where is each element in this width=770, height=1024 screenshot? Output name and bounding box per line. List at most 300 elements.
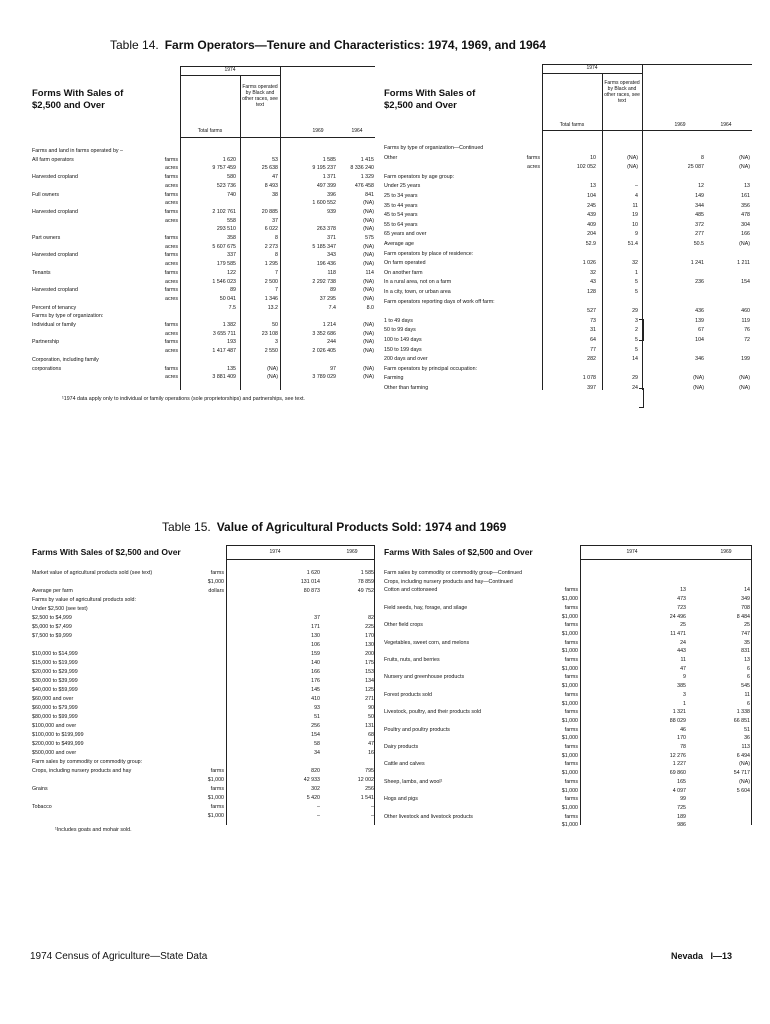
cell-value: 153 (365, 669, 374, 675)
cell-value: (NA) (363, 374, 374, 381)
cell-value: 179 585 (216, 261, 236, 268)
row-label: $10,000 to $14,999 (32, 651, 78, 657)
cell-value: 31 (590, 327, 596, 334)
table-row (30, 191, 375, 200)
row-unit: farms (564, 761, 578, 768)
cell-value: 131 (365, 723, 374, 729)
row-unit: farms (164, 322, 178, 328)
cell-value: 410 (311, 696, 320, 702)
cell-value: 2 102 761 (212, 208, 236, 215)
table-row (382, 173, 752, 182)
row-label: Tenants (32, 269, 51, 276)
table-row (382, 578, 752, 587)
cell-value: 6 022 (264, 226, 278, 233)
cell-value: 51 (314, 714, 320, 720)
cell-value: 69 860 (669, 770, 686, 777)
cell-value: (NA) (739, 154, 750, 161)
cell-value: 32 (590, 269, 596, 276)
table-row (30, 632, 375, 641)
cell-value: 34 (314, 750, 320, 756)
row-label: 200 days and over (384, 356, 428, 363)
cell-value: 36 (744, 735, 750, 742)
table-row (30, 758, 375, 767)
row-unit: acres (165, 165, 178, 172)
cell-value: (NA) (739, 375, 750, 382)
row-unit: acres (165, 261, 178, 268)
cell-value: (NA) (363, 287, 374, 294)
table-row (382, 778, 752, 787)
row-label: Fruits, nuts, and berries (384, 657, 440, 663)
row-unit: $1,000 (561, 648, 578, 655)
table-row (30, 199, 375, 208)
cell-value: 473 (677, 596, 686, 603)
cell-value: 939 (327, 208, 336, 215)
table-15-right-col-1969: 1969 (720, 549, 732, 555)
cell-value: 7 (275, 287, 278, 294)
row-label: In a city, town, or urban area (384, 289, 451, 295)
cell-value: 77 (590, 346, 596, 353)
cell-value: 460 (741, 308, 750, 315)
row-label: Farms and land in farms operated by – (32, 148, 123, 154)
cell-value: 10 (590, 154, 596, 161)
row-unit: farms (564, 622, 578, 629)
table-row (382, 804, 752, 813)
table-row (30, 767, 375, 776)
cell-value: 478 (741, 212, 750, 219)
cell-value: 47 (368, 741, 374, 747)
cell-value: 725 (677, 804, 686, 811)
row-unit: farms (164, 191, 178, 198)
cell-value: 2 550 (264, 348, 278, 355)
row-label: Harvested cropland (32, 208, 78, 215)
cell-value: 708 (741, 604, 750, 611)
cell-value: 558 (227, 217, 236, 224)
row-label: Corporation, including family (32, 356, 99, 363)
row-unit: farms (564, 587, 578, 594)
table-row (382, 365, 752, 374)
cell-value: 1 338 (736, 709, 750, 716)
cell-value: 820 (311, 768, 320, 774)
table-14-right-heading: Forms With Sales of $2,500 and Over (384, 88, 476, 111)
cell-value: 3 655 711 (212, 330, 236, 337)
table-row (382, 769, 752, 778)
table-row (30, 704, 375, 713)
cell-value: (NA) (363, 261, 374, 268)
table-15-left-col-1974: 1974 (269, 549, 281, 555)
table-row (30, 722, 375, 731)
cell-value: 89 (330, 287, 336, 294)
row-label: Other than farming (384, 385, 429, 391)
cell-value: (NA) (363, 252, 374, 259)
row-label: Percent of tenancy (32, 304, 77, 311)
cell-value: 37 (272, 217, 278, 224)
table-row (30, 659, 375, 668)
table-row (382, 298, 752, 307)
row-label: Market value of agricultural products sold (see text) (32, 570, 153, 576)
cell-value: 277 (695, 231, 704, 238)
cell-value: (NA) (627, 154, 638, 161)
cell-value: 12 (698, 183, 704, 190)
row-unit: farms (210, 570, 224, 576)
cell-value: 20 885 (261, 208, 278, 215)
table-15-title (162, 520, 506, 534)
cell-value: 3 (275, 339, 278, 346)
cell-value: 140 (311, 660, 320, 666)
cell-value: 293 510 (216, 226, 236, 233)
page-footer-left: 1974 Census of Agriculture—State Data (30, 951, 208, 962)
table-row (30, 569, 375, 578)
table-row (30, 251, 375, 260)
row-unit: farms (564, 744, 578, 750)
row-label: Other field crops (384, 622, 423, 629)
cell-value: 47 (272, 174, 278, 181)
cell-value: 78 859 (357, 579, 374, 585)
cell-value: 5 604 (736, 787, 750, 794)
row-unit: $1,000 (207, 813, 224, 819)
table-row (30, 785, 375, 794)
table-15-left-col-1969: 1969 (346, 549, 358, 555)
row-unit: farms (526, 154, 540, 161)
cell-value: 358 (227, 235, 236, 241)
table-row (382, 278, 752, 287)
cell-value: (NA) (739, 778, 750, 785)
table-14-right-col-1964: 1964 (720, 122, 732, 128)
cell-value: 1 078 (582, 375, 596, 382)
cell-value: 346 (695, 356, 704, 363)
cell-value: 200 (365, 651, 374, 657)
cell-value: 82 (368, 615, 374, 621)
table-row (382, 613, 752, 622)
table-row (30, 749, 375, 758)
cell-value: 1 585 (360, 570, 374, 576)
cell-value: 747 (741, 630, 750, 637)
cell-value: 4 (635, 193, 638, 199)
cell-value: 72 (744, 337, 750, 343)
row-label: 65 years and over (384, 231, 427, 238)
cell-value: 1 241 (690, 260, 704, 267)
table-row (382, 250, 752, 259)
cell-value: 244 (327, 339, 336, 346)
row-unit: farms (564, 726, 578, 733)
cell-value: 2 (635, 327, 638, 334)
cell-value: 166 (741, 231, 750, 238)
table-14-right-panel (382, 60, 752, 390)
cell-value: – (635, 183, 638, 190)
table-row (382, 586, 752, 595)
table-row (30, 578, 375, 587)
cell-value: 196 436 (316, 261, 336, 268)
table-row (30, 269, 375, 278)
row-label: Hogs and pigs (384, 796, 418, 803)
cell-value: 193 (227, 339, 236, 346)
cell-value: (NA) (363, 217, 374, 224)
cell-value: 385 (677, 683, 686, 690)
table-row (382, 259, 752, 268)
cell-value: 204 (587, 231, 596, 238)
cell-value: 2 292 738 (312, 278, 336, 285)
row-label: $40,000 to $59,999 (32, 687, 78, 693)
table-row (382, 182, 752, 191)
cell-value: 8 336 240 (350, 165, 374, 172)
table-row (30, 596, 375, 605)
row-unit: $1,000 (561, 735, 578, 742)
table-row (382, 821, 752, 830)
cell-value: 76 (744, 327, 750, 334)
cell-value: 13 (744, 657, 750, 663)
table-14-left-panel (30, 60, 375, 390)
cell-value: 12 276 (669, 752, 686, 759)
table-14-left-col-group: 1974 (224, 67, 236, 73)
cell-value: 67 (698, 327, 704, 334)
row-label: Partnership (32, 339, 60, 346)
table-row (30, 312, 375, 321)
cell-value: 1 321 (672, 709, 686, 716)
row-label: Farms by type of organization: (32, 313, 104, 320)
row-label: 55 to 64 years (384, 221, 418, 228)
cell-value: 130 (365, 642, 374, 648)
cell-value: 134 (365, 678, 374, 684)
row-label: $60,000 and over (32, 696, 74, 702)
cell-value: 11 (680, 657, 686, 663)
cell-value: 9 (683, 674, 686, 681)
cell-value: 24 (632, 385, 638, 391)
cell-value: 23 108 (261, 330, 278, 337)
cell-value: 302 (311, 786, 320, 792)
row-label: Forest products sold (384, 691, 432, 698)
cell-value: 14 (632, 356, 638, 363)
row-label: 150 to 199 days (384, 346, 422, 353)
row-label: Average per farm (32, 588, 73, 594)
cell-value: 54 717 (733, 770, 750, 777)
row-unit: $1,000 (561, 717, 578, 724)
row-unit: farms (564, 796, 578, 803)
cell-value: 131 014 (300, 579, 320, 585)
table-row (30, 713, 375, 722)
row-label: Cattle and calves (384, 761, 425, 768)
table-row (382, 621, 752, 630)
table-15-left-heading: Farms With Sales of $2,500 and Over (32, 547, 181, 557)
row-label: 50 to 99 days (384, 327, 416, 334)
cell-value: 43 (590, 279, 596, 286)
row-label: $15,000 to $19,999 (32, 660, 78, 666)
table-14-right-col-total: Total farms (559, 122, 585, 128)
table-row (30, 243, 375, 252)
row-label: $2,500 to $4,999 (32, 615, 72, 621)
cell-value: 113 (741, 744, 750, 750)
cell-value: 49 752 (357, 588, 374, 594)
cell-value: 3 881 409 (212, 374, 236, 381)
row-unit: farms (164, 269, 178, 276)
row-unit: $1,000 (561, 752, 578, 759)
table-row (30, 623, 375, 632)
table-row (382, 355, 752, 364)
table-row (382, 604, 752, 613)
cell-value: 93 (314, 705, 320, 711)
row-label: Farming (384, 375, 404, 382)
cell-value: 114 (365, 269, 374, 276)
table-row (382, 384, 752, 393)
row-label: Other (384, 154, 398, 161)
table-row (382, 673, 752, 682)
row-unit: $1,000 (561, 804, 578, 811)
row-label: Harvested cropland (32, 287, 78, 294)
cell-value: 24 496 (669, 613, 686, 620)
cell-value: 282 (587, 356, 596, 363)
cell-value: 343 (327, 252, 336, 259)
page-footer-right: Nevada I—13 (670, 951, 732, 961)
table-row (382, 787, 752, 796)
table-row (382, 144, 752, 153)
table-row (382, 717, 752, 726)
cell-value: 986 (677, 822, 686, 829)
table-row (30, 286, 375, 295)
cell-value: 436 (695, 308, 704, 315)
cell-value: 5 (635, 337, 638, 343)
row-unit: farms (210, 786, 224, 792)
cell-value: 170 (677, 735, 686, 742)
cell-value: 199 (741, 356, 750, 363)
cell-value: 166 (311, 669, 320, 675)
row-label: Farm sales by commodity or commodity group: (32, 759, 143, 765)
cell-value: (NA) (363, 226, 374, 233)
cell-value: 497 399 (316, 182, 336, 189)
cell-value: (NA) (363, 243, 374, 250)
row-unit: farms (164, 365, 178, 372)
cell-value: 271 (365, 696, 374, 702)
table-row (382, 795, 752, 804)
row-label: On another farm (384, 269, 423, 276)
table-row (382, 230, 752, 239)
cell-value: 13.2 (267, 304, 278, 311)
table-row (30, 321, 375, 330)
row-unit: $1,000 (561, 822, 578, 829)
table-row (382, 569, 752, 578)
cell-value: 58 (314, 741, 320, 747)
cell-value: 8 (701, 154, 704, 161)
cell-value: 580 (227, 174, 236, 181)
cell-value: 304 (741, 221, 750, 228)
cell-value: 8 (275, 235, 278, 241)
cell-value: 135 (227, 365, 236, 372)
table-row (382, 326, 752, 335)
cell-value: (NA) (363, 365, 374, 372)
row-unit: $1,000 (561, 613, 578, 620)
cell-value: (NA) (739, 385, 750, 391)
row-label: On farm operated (384, 260, 426, 267)
table-row (382, 813, 752, 822)
cell-value: 1 585 (322, 156, 336, 163)
cell-value: 139 (695, 317, 704, 324)
row-label: Average age (384, 241, 414, 247)
table-row (30, 156, 375, 165)
table-row (382, 211, 752, 220)
table-14-title (110, 38, 546, 52)
row-label: Livestock, poultry, and their products sold (384, 709, 482, 716)
cell-value: 176 (311, 678, 320, 684)
cell-value: 175 (365, 660, 374, 666)
table-row (382, 346, 752, 355)
cell-value: 106 (311, 642, 320, 648)
row-label: $60,000 to $79,999 (32, 705, 78, 711)
table-row (382, 288, 752, 297)
cell-value: 154 (311, 732, 320, 738)
cell-value: 118 (327, 269, 336, 276)
cell-value: 1 382 (222, 322, 236, 328)
table-14-number: Table 14. (110, 38, 159, 52)
row-label: 25 to 34 years (384, 193, 418, 199)
row-label: Farm operators by principal occupation: (384, 365, 478, 372)
cell-value: 396 (327, 191, 336, 198)
table-row (30, 587, 375, 596)
table-row (382, 307, 752, 316)
table-row (382, 656, 752, 665)
cell-value: 50.5 (693, 241, 704, 247)
cell-value: (NA) (363, 208, 374, 215)
cell-value: 9 195 237 (312, 165, 336, 172)
cell-value: 189 (677, 813, 686, 820)
table-row (382, 240, 752, 249)
cell-value: 256 (365, 786, 374, 792)
cell-value: 68 (368, 732, 374, 738)
row-label: Farm operators reporting days of work off farm: (384, 298, 495, 305)
row-unit: $1,000 (207, 579, 224, 585)
cell-value: 1 214 (322, 322, 336, 328)
cell-value: 51 (744, 726, 750, 733)
table-14-right-col-black: Farms operated by Black and other races, see text (604, 80, 640, 104)
row-unit: dollars (208, 588, 224, 594)
table-14-left-heading: Forms With Sales of $2,500 and Over (32, 88, 124, 111)
row-label: Poultry and poultry products (384, 726, 450, 733)
row-label: $20,000 to $29,999 (32, 669, 78, 675)
table-14-title-text: Farm Operators—Tenure and Characteristics: 1974, 1969, and 1964 (164, 38, 546, 52)
row-label: In a rural area, not on a farm (384, 279, 452, 286)
table-row (30, 147, 375, 156)
cell-value: 161 (741, 193, 750, 199)
row-unit: $1,000 (561, 683, 578, 690)
row-label: 100 to 149 days (384, 337, 422, 343)
table-row (382, 639, 752, 648)
cell-value: 35 (744, 639, 750, 646)
cell-value: 51.4 (627, 241, 638, 247)
table-14-footnote: ¹1974 data apply only to individual or family operations (sole proprietorships) and partnerships, see text. (62, 396, 305, 402)
cell-value: 439 (587, 212, 596, 219)
row-label: Field seeds, hay, forage, and silage (384, 604, 468, 611)
cell-value: 8 484 (736, 613, 750, 620)
cell-value: 128 (587, 289, 596, 295)
cell-value: 53 (272, 156, 278, 163)
table-15-right-col-1974: 1974 (626, 549, 638, 555)
table-15-title-text: Value of Agricultural Products Sold: 1974 and 1969 (216, 520, 507, 534)
cell-value: 50 (368, 714, 374, 720)
cell-value: 38 (272, 191, 278, 198)
table-row (30, 234, 375, 243)
cell-value: 225 (365, 624, 374, 630)
cell-value: (NA) (363, 322, 374, 328)
cell-value: 3 352 686 (312, 330, 336, 337)
cell-value: (NA) (739, 241, 750, 247)
cell-value: 397 (587, 385, 596, 391)
row-label: 35 to 44 years (384, 202, 418, 209)
table-row (30, 668, 375, 677)
row-unit: farms (564, 657, 578, 663)
cell-value: (NA) (363, 295, 374, 302)
table-row (382, 154, 752, 163)
cell-value: 1 541 (360, 795, 374, 801)
row-label: 45 to 54 years (384, 212, 418, 219)
table-row (382, 734, 752, 743)
table-row (30, 731, 375, 740)
cell-value: 1 546 023 (212, 278, 236, 285)
